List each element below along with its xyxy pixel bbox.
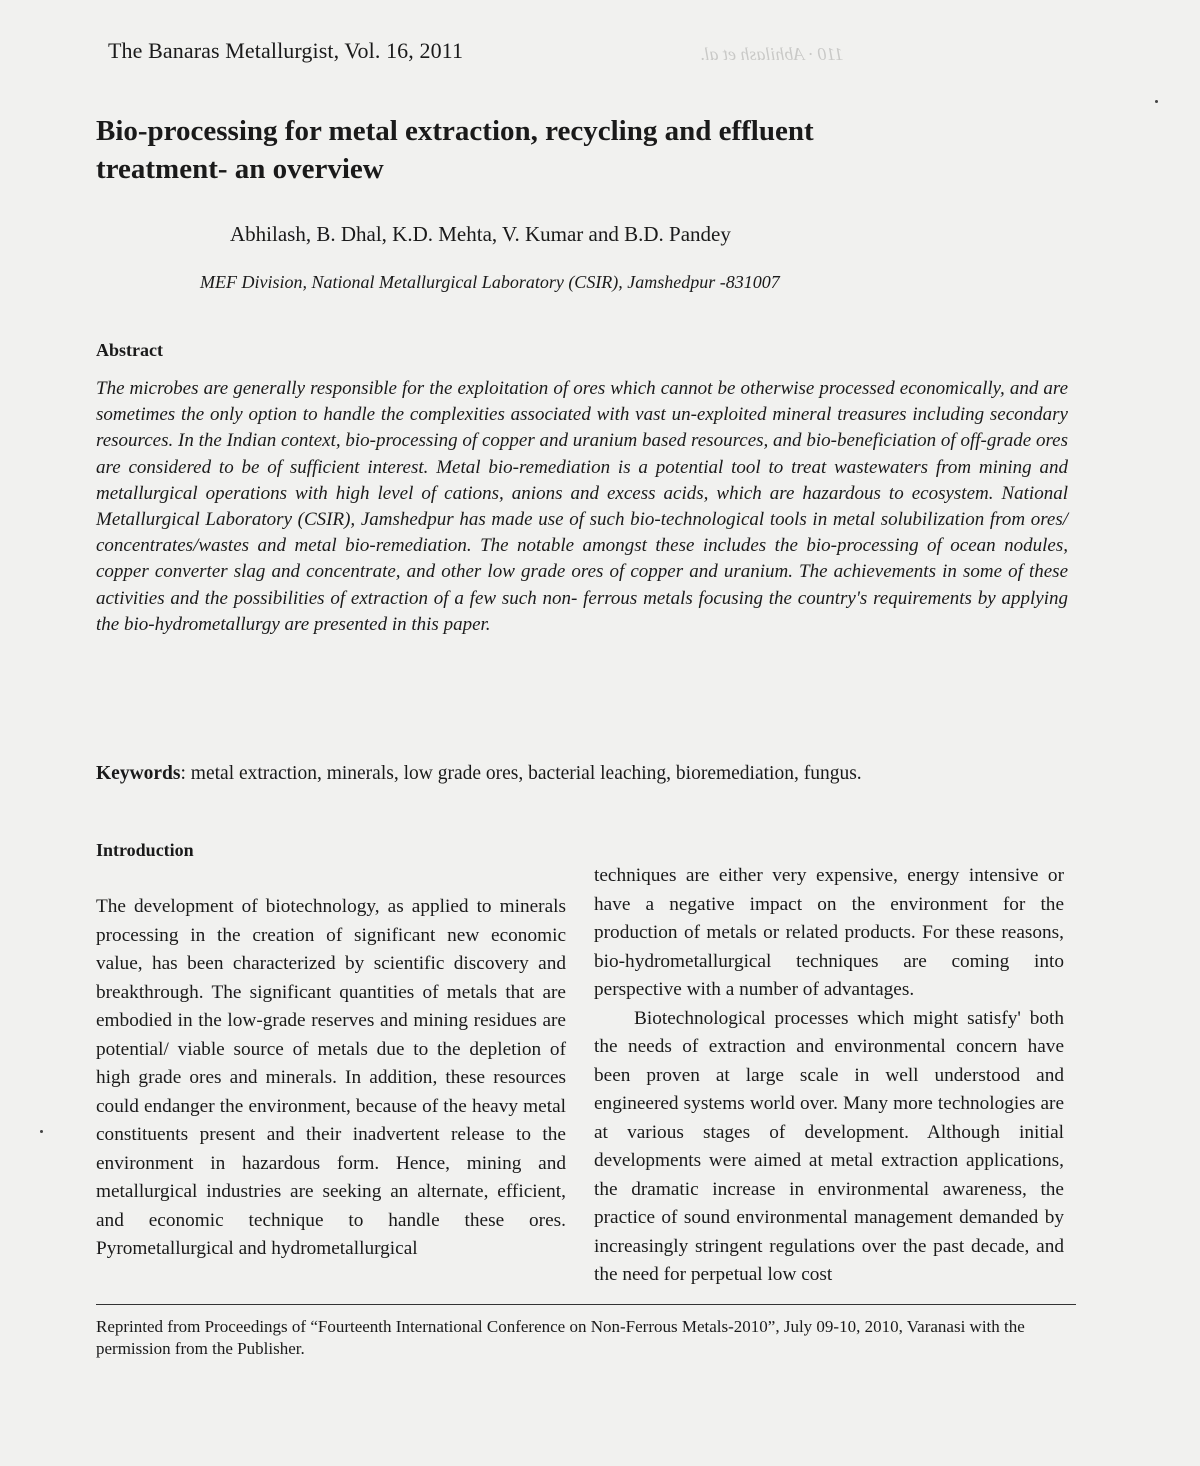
author-list: Abhilash, B. Dhal, K.D. Mehta, V. Kumar and B.D. Pandey bbox=[230, 222, 731, 246]
abstract-heading: Abstract bbox=[96, 340, 163, 360]
right-column bbox=[594, 862, 1064, 1290]
keywords-label: Keywords bbox=[96, 763, 181, 784]
intro-paragraph-1: The development of biotechnology, as applied to minerals processing in the creation of significant new economic value, has been characterized by scientific discovery and breakthrough. The significant quantities of metals that are embodied in the low-grade reserves and mining residues are potential/ viable source of metals due to the depletion of high grade ores and minerals. In addition, these resources could endanger the environment, because of the heavy metal constituents present and their inadvertent release to the environment in hazardous form. Hence, mining and metallurgical industries are seeking an alternate, efficient, and economic technique to handle these ores. Pyrometallurgical and hydrometallurgical bbox=[96, 896, 566, 1259]
scan-speck bbox=[1155, 100, 1158, 103]
affiliation: MEF Division, National Metallurgical Laboratory (CSIR), Jamshedpur -831007 bbox=[200, 272, 780, 292]
scan-speck bbox=[40, 1130, 43, 1133]
intro-paragraph-continued: techniques are either very expensive, energy intensive or have a negative impact on the environment for the production of metals or related products. For these reasons, bio-hydrometallurgical techniques are coming into perspective with a number of advantages. bbox=[594, 865, 1064, 1000]
show-through-text: 110 · Abhilash et al. bbox=[700, 44, 844, 64]
keywords-text: : metal extraction, minerals, low grade ores, bacterial leaching, bioremediation, fungus. bbox=[180, 763, 862, 784]
paper-title: Bio-processing for metal extraction, recycling and effluent treatment- an overview bbox=[96, 115, 814, 185]
reprint-footnote: Reprinted from Proceedings of “Fourteenth International Conference on Non-Ferrous Metals-2010”, July 09-10, 2010, Varanasi with the permission from the Publisher. bbox=[96, 1317, 1025, 1358]
journal-header: The Banaras Metallurgist, Vol. 16, 2011 bbox=[108, 38, 464, 63]
abstract-text: The microbes are generally responsible for the exploitation of ores which cannot be otherwise processed economically, and are sometimes the only option to handle the complexities associated with vast un-exploited mineral treasures including secondary resources. In the Indian context, bio-processing of copper and uranium based resources, and bio-beneficiation of off-grade ores are considered to be of sufficient interest. Metal bio-remediation is a potential tool to treat wastewaters from mining and metallurgical operations with high level of cations, anions and excess acids, which are hazardous to ecosystem. National Metallurgical Laboratory (CSIR), Jamshedpur has made use of such bio-technological tools in metal solubilization from ores/ concentrates/wastes and metal bio-remediation. The notable amongst these includes the bio-processing of ocean nodules, copper converter slag and concentrate, and other low grade ores of copper and uranium. The achievements in some of these activities and the possibilities of extraction of a few such non- ferrous metals focusing the country's requirements by applying the bio-hydrometallurgy are presented in this paper. bbox=[96, 378, 1068, 635]
footnote-divider bbox=[96, 1304, 1076, 1305]
introduction-heading: Introduction bbox=[96, 840, 194, 860]
intro-paragraph-2: Biotechnological processes which might satisfy' both the needs of extraction and environmental concern have been proven at large scale in well understood and engineered systems world over. Many more technologies are at various stages of development. Although initial developments were aimed at metal extraction applications, the dramatic increase in environmental awareness, the practice of sound environmental management demanded by increasingly stringent regulations over the past decade, and the need for perpetual low cost bbox=[594, 1007, 1064, 1285]
left-column bbox=[96, 893, 566, 1264]
keywords-line bbox=[96, 763, 1076, 785]
